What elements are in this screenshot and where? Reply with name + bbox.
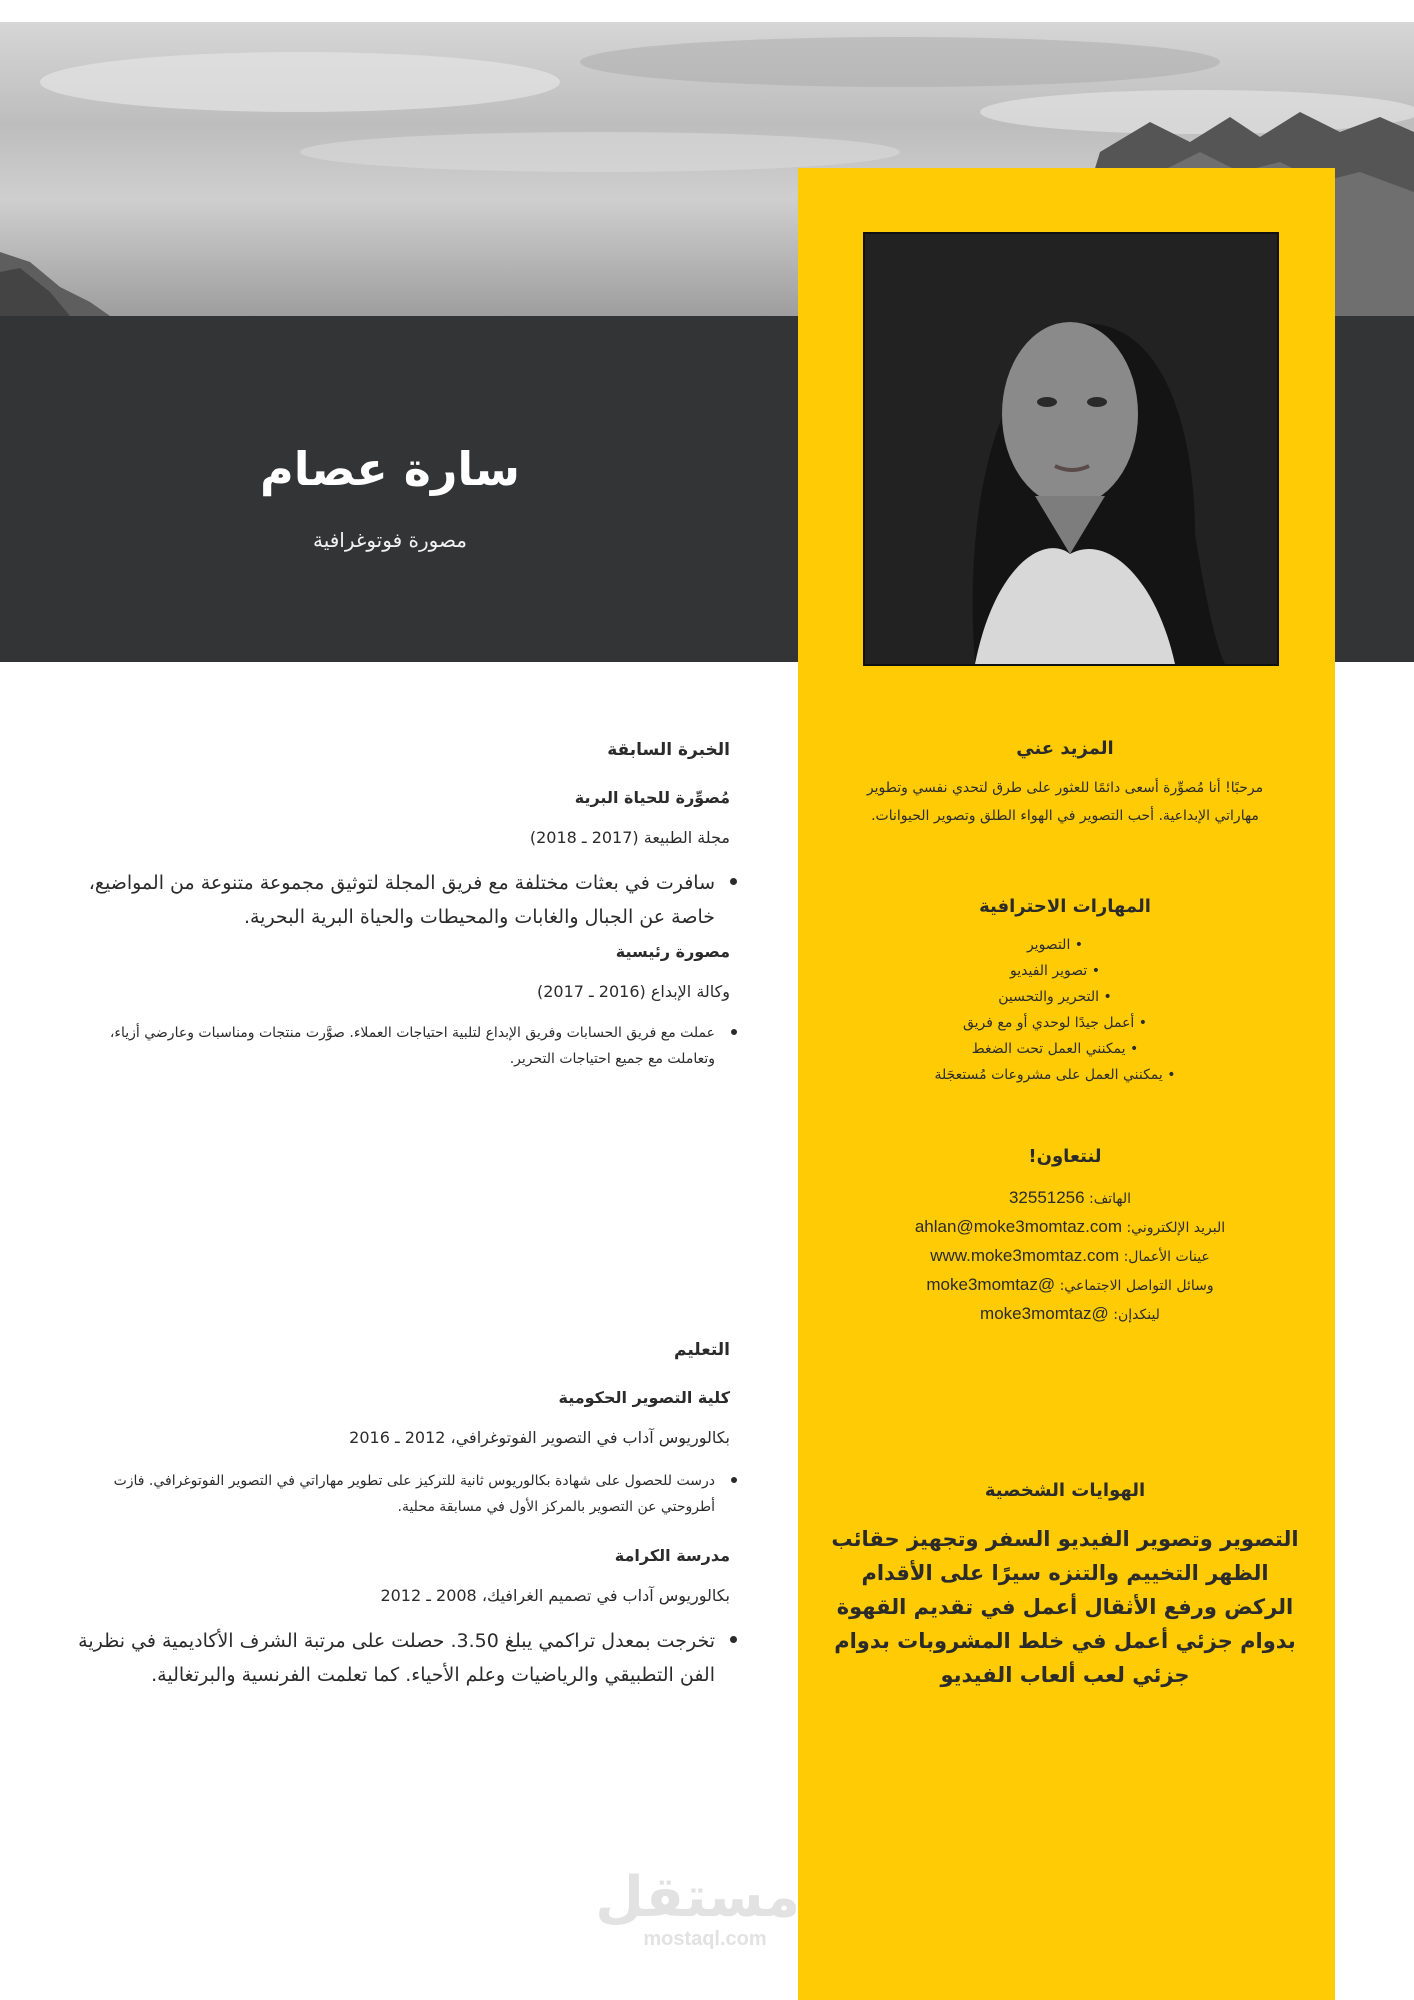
person-role: مصورة فوتوغرافية xyxy=(312,528,468,552)
profile-photo xyxy=(863,232,1279,666)
skill-item: • تصوير الفيديو xyxy=(900,958,1210,984)
school-title: كلية التصوير الحكومية xyxy=(558,1388,730,1407)
about-line-1: مرحبًا! أنا مُصوِّرة أسعى دائمًا للعثور على طرق لتحدي نفسي وتطوير xyxy=(866,780,1264,796)
skill-item: • أعمل جيدًا لوحدي أو مع فريق xyxy=(900,1010,1210,1036)
phone-value: 32551256 xyxy=(1008,1188,1085,1207)
skill-item: • التصوير xyxy=(900,932,1210,958)
contact-phone xyxy=(860,1184,1280,1213)
hobbies-text: التصوير وتصوير الفيديو السفر وتجهيز حقائب الظهر التخييم والتنزه سيرًا على الأقدام الركض ورفع الأثقال أعمل في تقديم القهوة بدوام جزئي أعمل في خلط المشروبات بدوام جزئي لعب ألعاب الفيديو xyxy=(831,1527,1299,1687)
contact-label: عينات الأعمال: xyxy=(1123,1249,1210,1265)
contact-label: البريد الإلكتروني: xyxy=(1126,1220,1226,1236)
contact-title: لنتعاون! xyxy=(1028,1146,1102,1167)
skill-item: • يمكنني العمل تحت الضغط xyxy=(900,1036,1210,1062)
experience-title: الخبرة السابقة xyxy=(607,740,730,760)
portfolio-link[interactable]: www.moke3momtaz.com xyxy=(930,1246,1120,1265)
job-bullet: عملت مع فريق الحسابات وفريق الإبداع لتلبية احتياجات العملاء. صوَّرت منتجات ومناسبات وعارضي أزياء، وتعاملت مع جميع احتياجات التحرير. xyxy=(60,1020,715,1072)
person-name: سارة عصام xyxy=(260,442,520,496)
about-title: المزيد عني xyxy=(1016,738,1114,759)
contact-list xyxy=(860,1184,1280,1329)
contact-email xyxy=(860,1213,1280,1242)
contact-social xyxy=(860,1271,1280,1300)
school-bullet: تخرجت بمعدل تراكمي يبلغ 3.50. حصلت على مرتبة الشرف الأكاديمية في نظرية الفن التطبيقي والرياضيات وعلم الأحياء. كما تعلمت الفرنسية والبرتغالية. xyxy=(60,1624,715,1692)
job-title: مصورة رئيسية xyxy=(615,942,730,961)
school-bullet-list xyxy=(60,1468,739,1520)
school-bullet-list xyxy=(60,1624,739,1692)
skill-item: • يمكنني العمل على مشروعات مُستعجَلة xyxy=(900,1062,1210,1088)
skills-title: المهارات الاحترافية xyxy=(979,896,1151,917)
email-link[interactable]: ahlan@moke3momtaz.com xyxy=(914,1217,1123,1236)
job-bullet-list xyxy=(60,1020,739,1072)
skills-list xyxy=(900,932,1210,1088)
school-meta: بكالوريوس آداب في تصميم الغرافيك، 2008 ـ 2012 xyxy=(380,1586,730,1605)
contact-portfolio xyxy=(860,1242,1280,1271)
skill-item: • التحرير والتحسين xyxy=(900,984,1210,1010)
job-meta: مجلة الطبيعة (2017 ـ 2018) xyxy=(529,828,730,847)
about-text xyxy=(830,774,1300,830)
watermark-arabic: مستقل xyxy=(595,1865,800,1930)
contact-label: وسائل التواصل الاجتماعي: xyxy=(1059,1278,1214,1294)
linkedin-handle: @moke3momtaz xyxy=(980,1304,1109,1323)
job-bullet: سافرت في بعثات مختلفة مع فريق المجلة لتوثيق مجموعة متنوعة من المواضيع، خاصة عن الجبال والغابات والمحيطات والحياة البرية البحرية. xyxy=(60,866,715,934)
school-title: مدرسة الكرامة xyxy=(614,1546,730,1565)
watermark-latin: mostaql.com xyxy=(643,1928,767,1950)
hobbies-title: الهوايات الشخصية xyxy=(984,1480,1146,1501)
job-meta: وكالة الإبداع (2016 ـ 2017) xyxy=(536,982,730,1001)
social-handle: @moke3momtaz xyxy=(926,1275,1056,1294)
contact-label: الهاتف: xyxy=(1089,1191,1132,1207)
contact-linkedin xyxy=(860,1300,1280,1329)
job-bullet-list xyxy=(60,866,739,934)
school-bullet: درست للحصول على شهادة بكالوريوس ثانية للتركيز على تطوير مهاراتي في التصوير الفوتوغرافي. فازت أطروحتي عن التصوير بالمركز الأول في مسابقة محلية. xyxy=(60,1468,715,1520)
mostaql-watermark xyxy=(595,1865,800,1951)
education-title: التعليم xyxy=(674,1340,730,1360)
school-meta: بكالوريوس آداب في التصوير الفوتوغرافي، 2012 ـ 2016 xyxy=(349,1428,730,1447)
job-title: مُصوِّرة للحياة البرية xyxy=(574,788,730,807)
about-line-2: مهاراتي الإبداعية. أحب التصوير في الهواء الطلق وتصوير الحيوانات. xyxy=(871,808,1259,824)
contact-label: لينكدإن: xyxy=(1113,1307,1160,1323)
